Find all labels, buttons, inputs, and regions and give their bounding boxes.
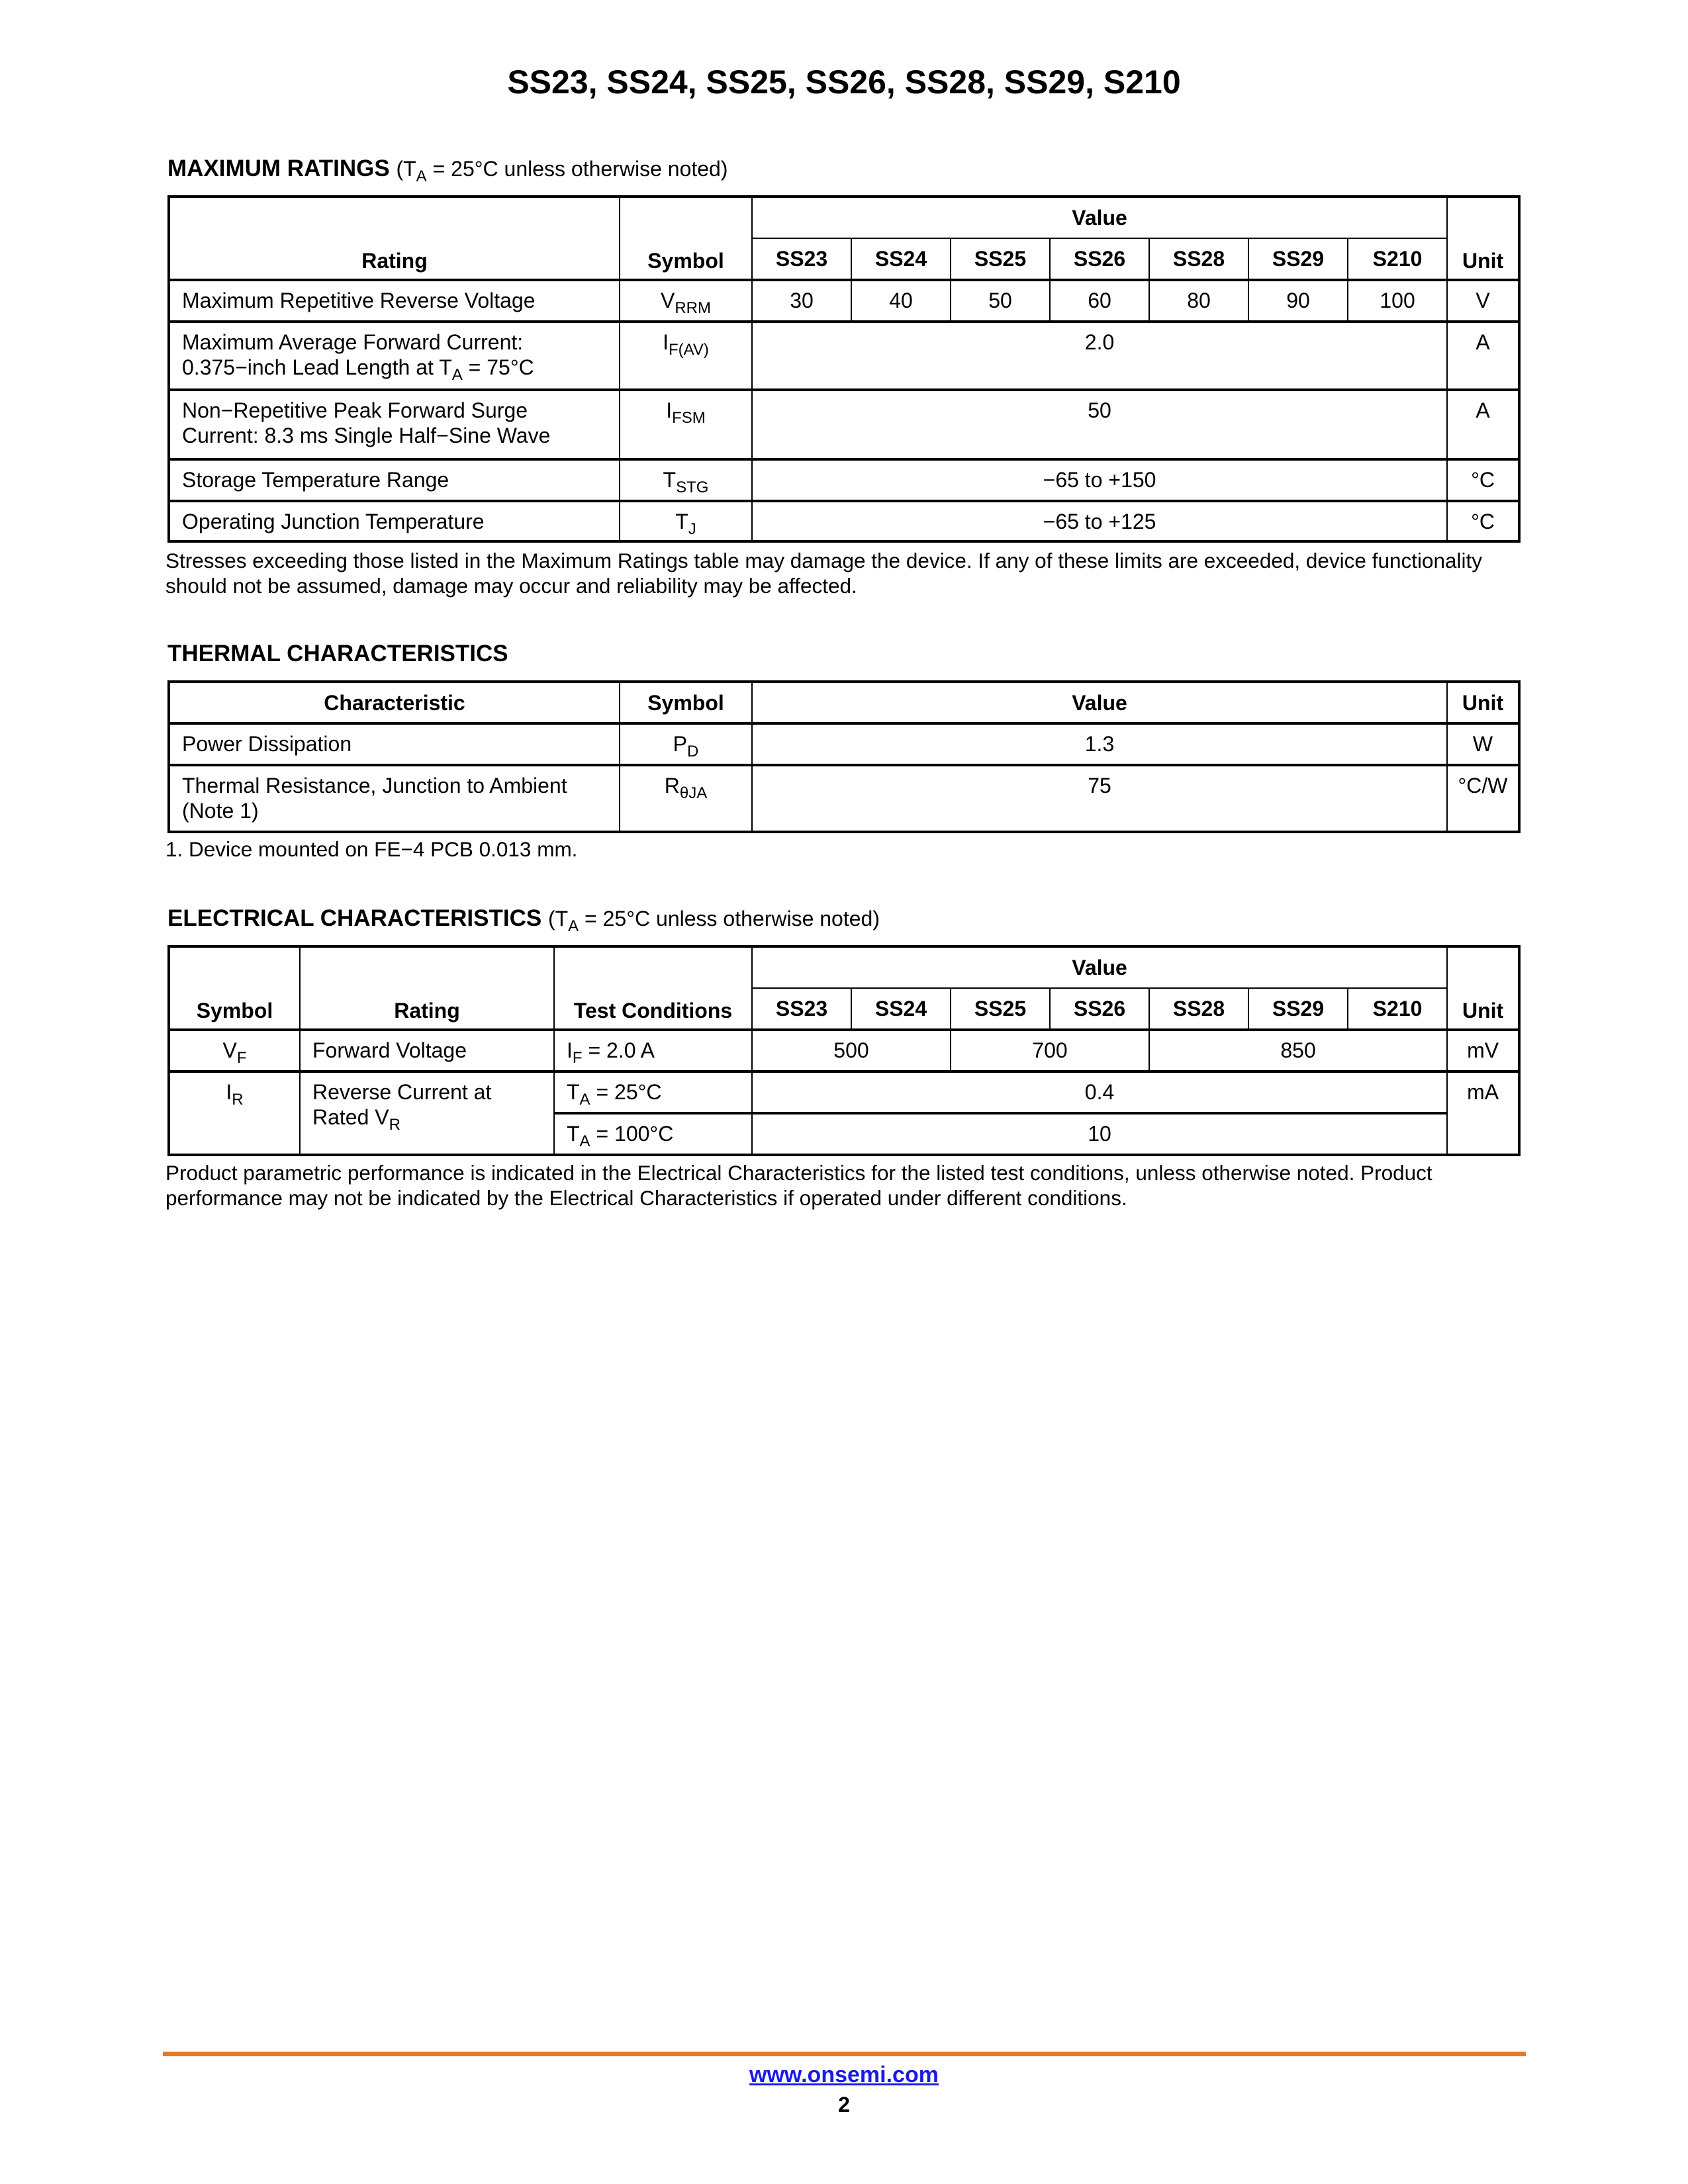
value-cell: 700 — [951, 1030, 1149, 1071]
header-device: S210 — [1348, 238, 1447, 280]
max-ratings-note: Stresses exceeding those listed in the Maximum Ratings table may damage the device. If any of these limits are exceeded, device functionality should not be assumed, damage may occur and reliability may be affected. — [165, 549, 1483, 598]
table-row — [169, 1030, 1519, 1071]
header-unit: Unit — [1447, 682, 1519, 723]
rating-cell: Forward Voltage — [300, 1030, 554, 1071]
header-device: SS29 — [1248, 988, 1348, 1030]
rating-cell: Operating Junction Temperature — [169, 501, 620, 541]
value-cell: 100 — [1348, 280, 1447, 322]
value-cell: 0.4 — [752, 1071, 1447, 1113]
header-symbol: Symbol — [620, 682, 752, 723]
table-row — [169, 501, 1519, 541]
value-cell: 60 — [1050, 280, 1149, 322]
value-cell: 30 — [752, 280, 851, 322]
thermal-heading: THERMAL CHARACTERISTICS — [167, 641, 508, 666]
symbol-cell: $V_{RRM}$ — [620, 280, 752, 322]
header-device: SS25 — [951, 988, 1050, 1030]
rating-cell: Maximum Repetitive Reverse Voltage — [169, 280, 620, 322]
header-device: SS29 — [1248, 238, 1348, 280]
table-row — [169, 280, 1519, 322]
unit-cell: °C — [1447, 459, 1519, 501]
unit-cell: A — [1447, 322, 1519, 390]
symbol-cell: $T_{STG}$ — [620, 459, 752, 501]
electrical-table — [167, 945, 1521, 1156]
test-cell: $T_A = 100^\circ C$ — [554, 1113, 752, 1155]
symbol-cell: $V_F$ — [169, 1030, 300, 1071]
header-characteristic: Characteristic — [169, 682, 620, 723]
unit-cell: A — [1447, 390, 1519, 459]
unit-cell: V — [1447, 280, 1519, 322]
value-cell: 500 — [752, 1030, 951, 1071]
thermal-table — [167, 680, 1521, 833]
header-unit: Unit — [1447, 946, 1519, 1030]
header-device: S210 — [1348, 988, 1447, 1030]
header-device: SS26 — [1050, 238, 1149, 280]
symbol-cell: $I_{F(AV)}$ — [620, 322, 752, 390]
header-symbol: Symbol — [169, 946, 300, 1030]
footer-rule — [163, 2052, 1526, 2056]
symbol-cell: $I_{FSM}$ — [620, 390, 752, 459]
header-device: SS23 — [752, 238, 851, 280]
header-value: Value — [752, 946, 1447, 988]
header-device: SS23 — [752, 988, 851, 1030]
unit-cell: mV — [1447, 1030, 1519, 1071]
max-ratings-table — [167, 195, 1521, 543]
electrical-note: Product parametric performance is indicated in the Electrical Characteristics for the listed test conditions, unless otherwise noted. Product performance may not be indicated by the Electrical Characteristics if operated under different conditions. — [165, 1161, 1432, 1210]
value-cell: 50 — [951, 280, 1050, 322]
heading-condition: ($T_A = 25^\circ C$ unless otherwise noted) — [396, 157, 728, 185]
header-device: SS28 — [1149, 238, 1248, 280]
header-symbol: Symbol — [620, 197, 752, 280]
header-test-conditions: Test Conditions — [554, 946, 752, 1030]
unit-cell: mA — [1447, 1071, 1519, 1155]
symbol-cell: $T_J$ — [620, 501, 752, 541]
page-title: SS23, SS24, SS25, SS26, SS28, SS29, S210 — [507, 64, 1181, 101]
heading-condition: ($T_A = 25^\circ C$ unless otherwise noted) — [547, 907, 880, 935]
header-rating: Rating — [169, 197, 620, 280]
header-unit: Unit — [1447, 197, 1519, 280]
thermal-note: 1. Device mounted on FE−4 PCB 0.013 mm. — [165, 837, 578, 861]
value-cell: 75 — [752, 765, 1447, 832]
electrical-heading — [167, 905, 880, 935]
value-cell: 1.3 — [752, 723, 1447, 765]
symbol-cell: $P_D$ — [620, 723, 752, 765]
unit-cell: °C — [1447, 501, 1519, 541]
rating-cell: Maximum Average Forward Current: 0.375−inch Lead Length at $T_A = 75^\circ C$ — [169, 322, 620, 390]
header-rating: Rating — [300, 946, 554, 1030]
value-cell: 90 — [1248, 280, 1348, 322]
characteristic-cell: Thermal Resistance, Junction to Ambient (Note 1) — [169, 765, 620, 832]
header-device: SS25 — [951, 238, 1050, 280]
rating-cell: Storage Temperature Range — [169, 459, 620, 501]
symbol-cell: $R_{\theta JA}$ — [620, 765, 752, 832]
page-number: 2 — [838, 2093, 850, 2116]
value-cell: 2.0 — [752, 322, 1447, 390]
table-row — [169, 390, 1519, 459]
symbol-cell: $I_R$ — [169, 1071, 300, 1155]
header-device: SS26 — [1050, 988, 1149, 1030]
unit-cell: W — [1447, 723, 1519, 765]
header-device: SS24 — [851, 988, 951, 1030]
heading-text: MAXIMUM RATINGS — [167, 156, 390, 181]
test-cell: $T_A = 25^\circ C$ — [554, 1071, 752, 1113]
table-row — [169, 1071, 1519, 1113]
table-row — [169, 459, 1519, 501]
header-value: Value — [752, 682, 1447, 723]
website-link[interactable]: www.onsemi.com — [749, 2062, 939, 2087]
rating-cell: Reverse Current at Rated $V_R$ — [300, 1071, 554, 1155]
header-device: SS28 — [1149, 988, 1248, 1030]
table-row — [169, 322, 1519, 390]
value-cell: −65 to +150 — [752, 459, 1447, 501]
unit-cell: °C/W — [1447, 765, 1519, 832]
value-cell: 50 — [752, 390, 1447, 459]
value-cell: 850 — [1149, 1030, 1447, 1071]
table-row — [169, 723, 1519, 765]
value-cell: 40 — [851, 280, 951, 322]
rating-cell: Non−Repetitive Peak Forward Surge Current: 8.3 ms Single Half−Sine Wave — [169, 390, 620, 459]
characteristic-cell: Power Dissipation — [169, 723, 620, 765]
table-row — [169, 765, 1519, 832]
value-cell: 80 — [1149, 280, 1248, 322]
header-value: Value — [752, 197, 1447, 238]
test-cell: $I_F = 2.0$ A — [554, 1030, 752, 1071]
value-cell: 10 — [752, 1113, 1447, 1155]
max-ratings-heading — [167, 156, 728, 185]
heading-text: ELECTRICAL CHARACTERISTICS — [167, 905, 542, 931]
value-cell: −65 to +125 — [752, 501, 1447, 541]
header-device: SS24 — [851, 238, 951, 280]
